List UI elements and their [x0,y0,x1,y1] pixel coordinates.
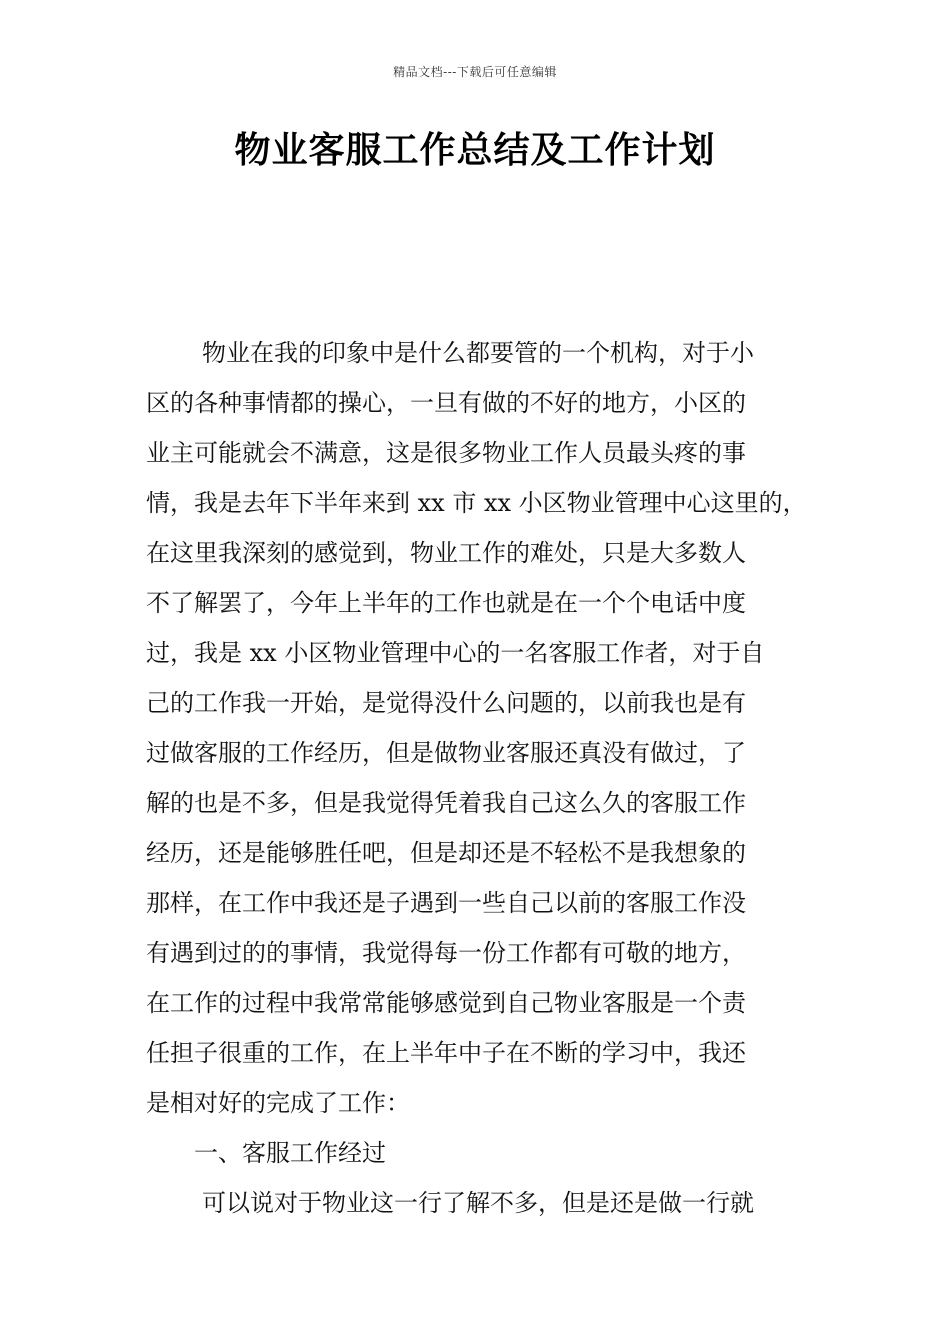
paragraph-line: 在这里我深刻的感觉到，物业工作的难处，只是大多数人 [146,539,746,567]
section-heading: 一、客服工作经过 [194,1139,386,1167]
paragraph-line: 过，我是 xx 小区物业管理中心的一名客服工作者，对于自 [146,639,765,667]
paragraph-line: 是相对好的完成了工作： [146,1089,410,1117]
paragraph-line: 情，我是去年下半年来到 xx 市 xx 小区物业管理中心这里的， [146,489,807,517]
paragraph-line: 业主可能就会不满意，这是很多物业工作人员最头疼的事 [146,439,746,467]
paragraph-line: 己的工作我一开始，是觉得没什么问题的，以前我也是有 [146,689,746,717]
paragraph-line: 可以说对于物业这一行了解不多，但是还是做一行就 [202,1189,754,1217]
document-title: 物业客服工作总结及工作计划 [234,130,716,171]
paragraph-line: 有遇到过的的事情，我觉得每一份工作都有可敬的地方， [146,939,746,967]
paragraph-line: 过做客服的工作经历，但是做物业客服还真没有做过，了 [146,739,746,767]
document-body [146,328,826,1228]
paragraph-line: 解的也是不多，但是我觉得凭着我自己这么久的客服工作 [146,789,746,817]
paragraph-line: 区的各种事情都的操心，一旦有做的不好的地方，小区的 [146,389,746,417]
paragraph-line: 物业在我的印象中是什么都要管的一个机构，对于小 [202,339,754,367]
paragraph-line: 经历，还是能够胜任吧，但是却还是不轻松不是我想象的 [146,839,746,867]
paragraph-line: 在工作的过程中我常常能够感觉到自己物业客服是一个责 [146,989,746,1017]
paragraph-line: 任担子很重的工作，在上半年中子在不断的学习中，我还 [146,1039,746,1067]
header-note: 精品文档---下载后可任意编辑 [393,65,557,79]
paragraph-line: 那样，在工作中我还是子遇到一些自己以前的客服工作没 [146,889,746,917]
paragraph-line: 不了解罢了，今年上半年的工作也就是在一个个电话中度 [146,589,746,617]
